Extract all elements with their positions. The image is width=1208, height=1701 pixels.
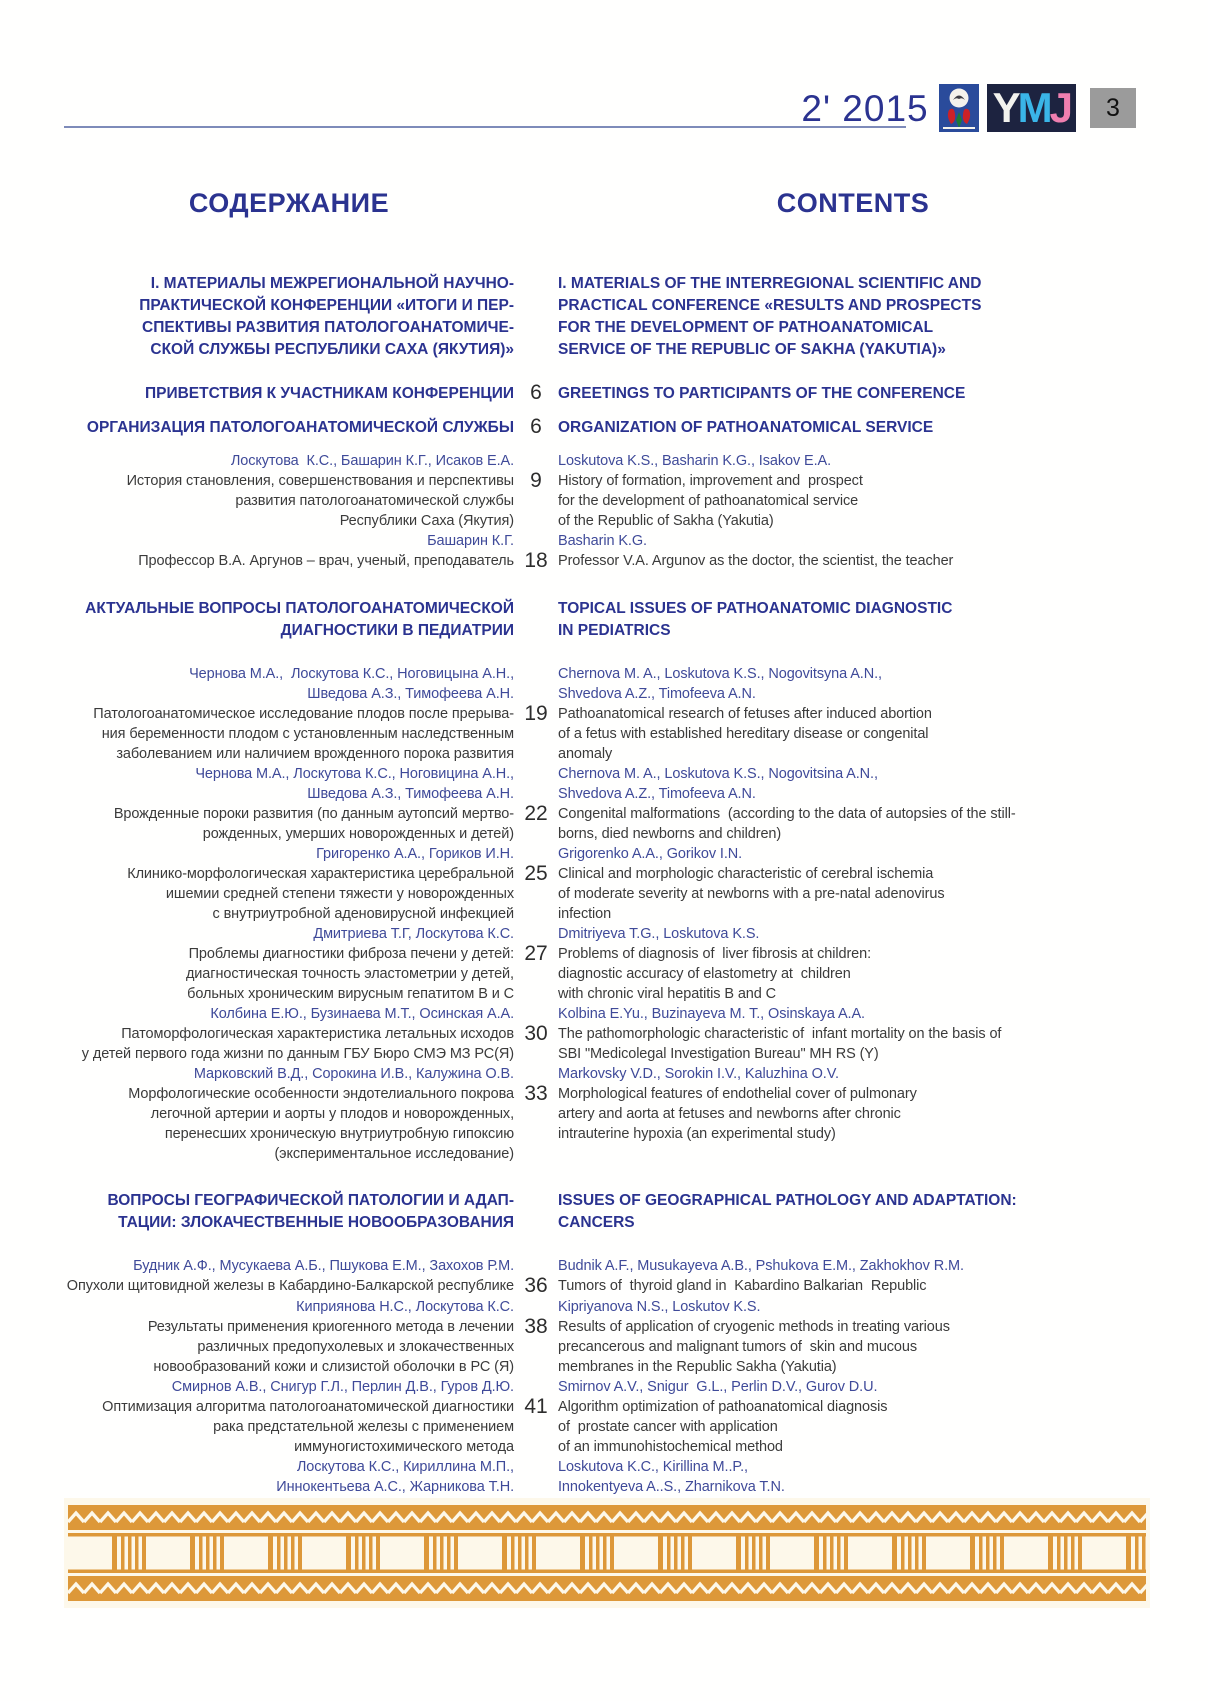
article-authors-en bbox=[558, 924, 1148, 944]
article-authors-ru bbox=[64, 1457, 514, 1497]
article-title-ru-line: иммуногистохимического метода bbox=[294, 1439, 514, 1455]
article-authors-ru-line: Марковский В.Д., Сорокина И.В., Калужина О.В. bbox=[193, 1066, 514, 1082]
section-heading-en-line: SERVICE OF THE REPUBLIC OF SAKHA (YAKUTIA)» bbox=[558, 341, 946, 358]
article-title-ru-line: легочной артерии и аорты у плодов и новорожденных, bbox=[150, 1106, 514, 1122]
section-heading-ru-line: АКТУАЛЬНЫЕ ВОПРОСЫ ПАТОЛОГОАНАТОМИЧЕСКОЙ bbox=[85, 600, 514, 617]
article-ru bbox=[64, 764, 514, 844]
section-heading-ru bbox=[64, 1190, 514, 1234]
article-authors-ru-line: Григоренко А.А., Гориков И.Н. bbox=[316, 846, 514, 862]
article-title-en bbox=[558, 864, 1148, 924]
logo-letter-J: J bbox=[1049, 84, 1070, 131]
section-heading bbox=[64, 273, 1148, 361]
article-en bbox=[558, 924, 1148, 1004]
article-authors-ru-line: Шведова А.З., Тимофеева А.Н. bbox=[307, 686, 514, 702]
toc-subheading bbox=[64, 417, 1148, 438]
toc-article bbox=[64, 1004, 1148, 1064]
toc-article bbox=[64, 531, 1148, 572]
page-number-value: 30 bbox=[524, 1022, 548, 1045]
article-title-ru-line: различных предопухолевых и злокачественных bbox=[197, 1339, 514, 1355]
section-heading-en bbox=[558, 273, 1148, 361]
issue-number: 2' 2015 bbox=[801, 87, 929, 129]
page-number-value: 6 bbox=[530, 415, 542, 438]
article-authors-en-line: Grigorenko A.A., Gorikov I.N. bbox=[558, 846, 743, 862]
article-authors-en bbox=[558, 531, 1148, 551]
heading-gap bbox=[514, 1190, 558, 1234]
article-title-en-line: SBI "Medicolegal Investigation Bureau" MH RS (Y) bbox=[558, 1046, 879, 1062]
section-heading-ru bbox=[64, 273, 514, 361]
article-en bbox=[558, 1004, 1148, 1064]
page-number-value: 6 bbox=[530, 381, 542, 404]
section-heading bbox=[64, 598, 1148, 642]
article-authors-ru bbox=[64, 1297, 514, 1317]
page-number-value: 9 bbox=[530, 469, 542, 492]
article-en bbox=[558, 764, 1148, 844]
article-authors-ru-line: Дмитриева Т.Г, Лоскутова К.С. bbox=[313, 926, 514, 942]
article-title-ru-line: перенесших хроническую внутриутробную гипоксию bbox=[164, 1126, 514, 1142]
article-authors-ru bbox=[64, 664, 514, 704]
subheading-en-line: ORGANIZATION OF PATHOANATOMICAL SERVICE bbox=[558, 419, 934, 436]
logo-letter-Y: Y bbox=[992, 84, 1018, 131]
article-title-ru-line: Опухоли щитовидной железы в Кабардино-Балкарской республике bbox=[66, 1278, 514, 1294]
article-title-en-line: for the development of pathoanatomical service bbox=[558, 493, 859, 509]
section-heading-en-line: PRACTICAL CONFERENCE «RESULTS AND PROSPECTS bbox=[558, 297, 982, 314]
article-authors-ru bbox=[64, 451, 514, 471]
article-title-en bbox=[558, 551, 1148, 571]
toc-article bbox=[64, 1064, 1148, 1164]
subheading-ru-line: ПРИВЕТСТВИЯ К УЧАСТНИКАМ КОНФЕРЕНЦИИ bbox=[144, 385, 514, 402]
article-authors-en bbox=[558, 1297, 1148, 1317]
article-title-en bbox=[558, 804, 1148, 844]
article-ru bbox=[64, 1004, 514, 1064]
article-title-ru-line: Республики Саха (Якутия) bbox=[339, 513, 514, 529]
heading-gap bbox=[514, 273, 558, 361]
subheading-en bbox=[558, 417, 1148, 438]
toc-titles bbox=[64, 188, 1148, 219]
header-rule bbox=[64, 126, 906, 128]
article-title-en bbox=[558, 944, 1148, 1004]
page-number-value: 22 bbox=[524, 802, 548, 825]
article-title-en-line: anomaly bbox=[558, 746, 613, 762]
article-ru bbox=[64, 531, 514, 572]
section-heading-ru-line: СКОЙ СЛУЖБЫ РЕСПУБЛИКИ САХА (ЯКУТИЯ)» bbox=[150, 341, 514, 358]
article-authors-ru-line: Башарин К.Г. bbox=[427, 533, 514, 549]
article-en bbox=[558, 1064, 1148, 1164]
article-title-en-line: Clinical and morphologic characteristic of cerebral ischemia bbox=[558, 866, 934, 882]
masthead bbox=[801, 84, 1136, 132]
toc-page-number bbox=[514, 924, 558, 1004]
article-title-en-line: Pathoanatomical research of fetuses after induced abortion bbox=[558, 706, 932, 722]
article-title-en-line: diagnostic accuracy of elastometry at children bbox=[558, 966, 851, 982]
section-heading-ru-line: СПЕКТИВЫ РАЗВИТИЯ ПАТОЛОГОАНАТОМИЧЕ- bbox=[142, 319, 514, 336]
article-title-ru-line: рожденных, умерших новорожденных и детей) bbox=[202, 826, 514, 842]
article-authors-ru bbox=[64, 1256, 514, 1276]
article-title-en-line: Professor V.A. Argunov as the doctor, the scientist, the teacher bbox=[558, 553, 954, 569]
article-authors-ru-line: Шведова А.З., Тимофеева А.Н. bbox=[307, 786, 514, 802]
article-en bbox=[558, 1377, 1148, 1457]
article-authors-ru bbox=[64, 764, 514, 804]
section-heading-en bbox=[558, 598, 1148, 642]
subheading-en-line: GREETINGS TO PARTICIPANTS OF THE CONFERENCE bbox=[558, 385, 966, 402]
article-authors-en bbox=[558, 1064, 1148, 1084]
ornament-zigzag-bottom bbox=[68, 1576, 1146, 1601]
article-ru bbox=[64, 844, 514, 924]
page-header bbox=[0, 0, 1208, 150]
article-ru bbox=[64, 1256, 514, 1297]
article-authors-ru bbox=[64, 1004, 514, 1024]
article-authors-en bbox=[558, 1004, 1148, 1024]
section-heading-en-line: FOR THE DEVELOPMENT OF PATHOANATOMICAL bbox=[558, 319, 934, 336]
article-title-ru-line: Патоморфологическая характеристика летальных исходов bbox=[121, 1026, 514, 1042]
article-title-ru-line: ния беременности плодом с установленным наследственным bbox=[101, 726, 514, 742]
article-title-ru bbox=[64, 704, 514, 764]
toc-article bbox=[64, 1377, 1148, 1457]
article-title-ru bbox=[64, 1317, 514, 1377]
article-title-en-line: artery and aorta at fetuses and newborns after chronic bbox=[558, 1106, 901, 1122]
page-number-value: 38 bbox=[524, 1315, 548, 1338]
article-title-ru-line: Результаты применения криогенного метода в лечении bbox=[147, 1319, 514, 1335]
article-authors-ru-line: Чернова М.А., Лоскутова К.С., Ноговицына А.Н., bbox=[189, 666, 514, 682]
article-title-ru-line: Профессор В.А. Аргунов – врач, ученый, преподаватель bbox=[138, 553, 514, 569]
article-title-en-line: intrauterine hypoxia (an experimental study) bbox=[558, 1126, 836, 1142]
table-of-contents bbox=[0, 188, 1208, 1518]
article-title-ru-line: новообразований кожи и слизистой оболочки в РС (Я) bbox=[153, 1359, 514, 1375]
section-heading-ru-line: ПРАКТИЧЕСКОЙ КОНФЕРЕНЦИИ «ИТОГИ И ПЕР- bbox=[139, 297, 514, 314]
article-authors-en-line: Smirnov A.V., Snigur G.L., Perlin D.V., Gurov D.U. bbox=[558, 1379, 878, 1395]
section-heading-ru bbox=[64, 598, 514, 642]
article-title-en-line: Results of application of cryogenic methods in treating various bbox=[558, 1319, 950, 1335]
article-en bbox=[558, 1256, 1148, 1297]
article-title-en-line: of the Republic of Sakha (Yakutia) bbox=[558, 513, 774, 529]
article-title-en bbox=[558, 704, 1148, 764]
toc-page-number bbox=[514, 844, 558, 924]
article-title-en bbox=[558, 1084, 1148, 1144]
article-title-ru bbox=[64, 944, 514, 1004]
article-authors-en-line: Loskutova K.S., Basharin K.G., Isakov E.A. bbox=[558, 453, 832, 469]
article-authors-en-line: Shvedova A.Z., Timofeeva A.N. bbox=[558, 786, 756, 802]
logo-letter-M: M bbox=[1017, 84, 1050, 131]
article-title-ru bbox=[64, 1024, 514, 1064]
toc-article bbox=[64, 664, 1148, 764]
ornament-zigzag-top bbox=[68, 1505, 1146, 1530]
subheading-en bbox=[558, 383, 1148, 404]
ymj-logo bbox=[987, 84, 1076, 132]
article-title-ru-line: развития патологоанатомической службы bbox=[235, 493, 514, 509]
article-authors-ru bbox=[64, 531, 514, 551]
article-authors-ru-line: Лоскутова К.С., Кириллина М.П., bbox=[296, 1459, 514, 1475]
toc-article bbox=[64, 844, 1148, 924]
article-title-ru-line: заболеванием или наличием врожденного порока развития bbox=[116, 746, 514, 762]
article-authors-en bbox=[558, 451, 1148, 471]
page-number-badge: 3 bbox=[1090, 88, 1136, 128]
toc-page-number bbox=[514, 664, 558, 764]
article-ru bbox=[64, 1064, 514, 1164]
article-authors-en-line: Loskutova K.C., Kirillina M..P., bbox=[558, 1459, 748, 1475]
article-ru bbox=[64, 1377, 514, 1457]
article-authors-en-line: Dmitriyeva T.G., Loskutova K.S. bbox=[558, 926, 760, 942]
article-authors-en-line: Basharin K.G. bbox=[558, 533, 647, 549]
article-title-en-line: of a fetus with established hereditary disease or congenital bbox=[558, 726, 929, 742]
article-en bbox=[558, 664, 1148, 764]
article-title-en bbox=[558, 1397, 1148, 1457]
article-title-ru-line: диагностическая точность эластометрии у детей, bbox=[185, 966, 514, 982]
article-ru bbox=[64, 664, 514, 764]
article-title-en-line: of prostate cancer with application bbox=[558, 1419, 778, 1435]
article-title-ru-line: рака предстательной железы с применением bbox=[213, 1419, 514, 1435]
toc-page-number bbox=[514, 383, 558, 404]
page-number-value: 25 bbox=[524, 862, 548, 885]
article-title-en-line: precancerous and malignant tumors of skin and mucous bbox=[558, 1339, 918, 1355]
article-ru bbox=[64, 1297, 514, 1377]
page-number-value: 18 bbox=[524, 549, 548, 572]
toc-article bbox=[64, 764, 1148, 844]
article-title-ru bbox=[64, 551, 514, 571]
ornament-bars-band bbox=[68, 1533, 1146, 1573]
article-title-en-line: of an immunohistochemical method bbox=[558, 1439, 783, 1455]
section-heading-ru-line: ТАЦИИ: ЗЛОКАЧЕСТВЕННЫЕ НОВООБРАЗОВАНИЯ bbox=[118, 1214, 514, 1231]
article-title-ru-line: у детей первого года жизни по данным ГБУ Бюро СМЭ МЗ РС(Я) bbox=[81, 1046, 514, 1062]
subheading-ru-line: ОРГАНИЗАЦИЯ ПАТОЛОГОАНАТОМИЧЕСКОЙ СЛУЖБЫ bbox=[86, 419, 514, 436]
page-number-value: 33 bbox=[524, 1082, 548, 1105]
article-title-ru-line: больных хроническим вирусным гепатитом В и С bbox=[187, 986, 514, 1002]
article-title-en-line: Problems of diagnosis of liver fibrosis at children: bbox=[558, 946, 872, 962]
article-title-en-line: Morphological features of endothelial cover of pulmonary bbox=[558, 1086, 917, 1102]
article-authors-ru-line: Чернова М.А., Лоскутова К.С., Ноговицина А.Н., bbox=[195, 766, 514, 782]
heading-gap bbox=[514, 598, 558, 642]
section-heading-en bbox=[558, 1190, 1148, 1234]
article-authors-en-line: Chernova M. A., Loskutova K.S., Nogovitsina A.N., bbox=[558, 766, 878, 782]
article-title-en-line: Congenital malformations (according to the data of autopsies of the still- bbox=[558, 806, 1016, 822]
toc-article bbox=[64, 1297, 1148, 1377]
article-title-ru-line: Клинико-морфологическая характеристика церебральной bbox=[127, 866, 514, 882]
toc-page-number bbox=[514, 451, 558, 531]
article-title-en-line: with chronic viral hepatitis B and C bbox=[558, 986, 777, 1002]
sakha-emblem-icon bbox=[939, 84, 979, 132]
article-authors-en bbox=[558, 664, 1148, 704]
toc-title-gap bbox=[514, 188, 558, 219]
article-authors-en-line: Markovsky V.D., Sorokin I.V., Kaluzhina O.V. bbox=[558, 1066, 839, 1082]
article-authors-ru bbox=[64, 1377, 514, 1397]
article-title-ru-line: (экспериментальное исследование) bbox=[274, 1146, 514, 1162]
article-en bbox=[558, 844, 1148, 924]
article-title-ru bbox=[64, 804, 514, 844]
toc-page-number bbox=[514, 417, 558, 438]
toc-page-number bbox=[514, 764, 558, 844]
article-authors-en bbox=[558, 1377, 1148, 1397]
article-authors-ru-line: Лоскутова К.С., Башарин К.Г., Исаков Е.А. bbox=[230, 453, 514, 469]
toc-article bbox=[64, 451, 1148, 531]
article-title-ru-line: Морфологические особенности эндотелиального покрова bbox=[128, 1086, 514, 1102]
article-authors-en-line: Shvedova A.Z., Timofeeva A.N. bbox=[558, 686, 756, 702]
page-number-value: 19 bbox=[524, 702, 548, 725]
article-authors-en bbox=[558, 1256, 1148, 1276]
article-title-en-line: infection bbox=[558, 906, 612, 922]
article-authors-en bbox=[558, 844, 1148, 864]
article-authors-ru bbox=[64, 844, 514, 864]
toc-article bbox=[64, 1256, 1148, 1297]
article-authors-ru-line: Смирнов А.В., Снигур Г.Л., Перлин Д.В., Гуров Д.Ю. bbox=[171, 1379, 514, 1395]
article-title-ru-line: ишемии средней степени тяжести у новорожденных bbox=[165, 886, 514, 902]
section-heading-ru-line: ДИАГНОСТИКИ В ПЕДИАТРИИ bbox=[280, 622, 514, 639]
article-authors-ru-line: Колбина Е.Ю., Бузинаева М.Т., Осинская А.А. bbox=[210, 1006, 514, 1022]
article-title-en bbox=[558, 1317, 1148, 1377]
toc-page-number bbox=[514, 531, 558, 572]
page-number-value: 36 bbox=[524, 1274, 548, 1297]
article-ru bbox=[64, 451, 514, 531]
section-heading-en-line: CANCERS bbox=[558, 1214, 635, 1231]
article-title-ru bbox=[64, 471, 514, 531]
article-title-ru bbox=[64, 1276, 514, 1296]
toc-page-number bbox=[514, 1377, 558, 1457]
article-authors-en-line: Kipriyanova N.S., Loskutov K.S. bbox=[558, 1299, 761, 1315]
toc-section bbox=[64, 273, 1148, 572]
article-title-ru-line: Оптимизация алгоритма патологоанатомической диагностики bbox=[102, 1399, 514, 1415]
page-number-value: 41 bbox=[524, 1395, 548, 1418]
article-title-ru-line: Врожденные пороки развития (по данным аутопсий мертво- bbox=[113, 806, 514, 822]
toc-title-en: CONTENTS bbox=[776, 188, 930, 218]
article-title-en-line: The pathomorphologic characteristic of infant mortality on the basis of bbox=[558, 1026, 1002, 1042]
article-authors-en-line: Kolbina E.Yu., Buzinayeva M. T., Osinskaya A.A. bbox=[558, 1006, 865, 1022]
section-heading-ru-line: ВОПРОСЫ ГЕОГРАФИЧЕСКОЙ ПАТОЛОГИИ И АДАП- bbox=[107, 1192, 514, 1209]
article-title-ru bbox=[64, 1084, 514, 1164]
article-title-ru bbox=[64, 1397, 514, 1457]
article-title-en-line: borns, died newborns and children) bbox=[558, 826, 782, 842]
section-heading bbox=[64, 1190, 1148, 1234]
article-authors-ru-line: Киприянова Н.С., Лоскутова К.С. bbox=[296, 1299, 514, 1315]
article-title-ru bbox=[64, 864, 514, 924]
article-authors-ru-line: Будник А.Ф., Мусукаева А.Б., Пшукова Е.М., Захохов Р.М. bbox=[133, 1258, 514, 1274]
article-en bbox=[558, 451, 1148, 531]
toc-title-ru: СОДЕРЖАНИЕ bbox=[188, 188, 390, 218]
article-title-en bbox=[558, 471, 1148, 531]
article-title-ru-line: Проблемы диагностики фиброза печени у детей: bbox=[188, 946, 514, 962]
section-heading-en-line: I. MATERIALS OF THE INTERREGIONAL SCIENTIFIC AND bbox=[558, 275, 982, 292]
toc-section bbox=[64, 1190, 1148, 1518]
toc-subheading bbox=[64, 383, 1148, 404]
article-authors-en bbox=[558, 1457, 1148, 1497]
article-title-en-line: History of formation, improvement and prospect bbox=[558, 473, 863, 489]
article-authors-ru bbox=[64, 1064, 514, 1084]
article-authors-ru-line: Иннокентьева А.С., Жарникова Т.Н. bbox=[276, 1479, 514, 1495]
article-authors-en bbox=[558, 764, 1148, 804]
toc-page-number bbox=[514, 1064, 558, 1164]
toc-page-number bbox=[514, 1297, 558, 1377]
article-title-en bbox=[558, 1276, 1148, 1296]
article-ru bbox=[64, 924, 514, 1004]
article-authors-ru bbox=[64, 924, 514, 944]
section-heading-en-line: ISSUES OF GEOGRAPHICAL PATHOLOGY AND ADAPTATION: bbox=[558, 1192, 1017, 1209]
article-title-en-line: Tumors of thyroid gland in Kabardino Balkarian Republic bbox=[558, 1278, 927, 1294]
article-authors-en-line: Chernova M. A., Loskutova K.S., Nogovitsyna A.N., bbox=[558, 666, 882, 682]
section-heading-ru-line: I. МАТЕРИАЛЫ МЕЖРЕГИОНАЛЬНОЙ НАУЧНО- bbox=[150, 275, 514, 292]
article-title-en-line: of moderate severity at newborns with a pre-natal adenovirus bbox=[558, 886, 945, 902]
article-en bbox=[558, 1297, 1148, 1377]
toc-page-number bbox=[514, 1004, 558, 1064]
toc-page-number bbox=[514, 1256, 558, 1297]
article-authors-en-line: Budnik A.F., Musukayeva A.B., Pshukova E.M., Zakhokhov R.M. bbox=[558, 1258, 964, 1274]
article-en bbox=[558, 531, 1148, 572]
article-title-en-line: membranes in the Republic Sakha (Yakutia) bbox=[558, 1359, 837, 1375]
article-title-en-line: Algorithm optimization of pathoanatomical diagnosis bbox=[558, 1399, 888, 1415]
subheading-ru bbox=[64, 383, 514, 404]
section-heading-en-line: TOPICAL ISSUES OF PATHOANATOMIC DIAGNOSTIC bbox=[558, 600, 953, 617]
subheading-ru bbox=[64, 417, 514, 438]
article-title-ru-line: с внутриутробной аденовирусной инфекцией bbox=[212, 906, 514, 922]
article-title-en bbox=[558, 1024, 1148, 1064]
toc-sections bbox=[64, 273, 1148, 1518]
page-number-value: 27 bbox=[524, 942, 548, 965]
article-title-ru-line: Патологоанатомическое исследование плодов после прерыва- bbox=[93, 706, 514, 722]
article-title-ru-line: История становления, совершенствования и перспективы bbox=[126, 473, 514, 489]
article-authors-en-line: Innokentyeva A..S., Zharnikova T.N. bbox=[558, 1479, 785, 1495]
toc-article bbox=[64, 924, 1148, 1004]
section-heading-en-line: IN PEDIATRICS bbox=[558, 622, 671, 639]
yakut-ornament-border bbox=[64, 1498, 1150, 1608]
toc-section bbox=[64, 598, 1148, 1164]
